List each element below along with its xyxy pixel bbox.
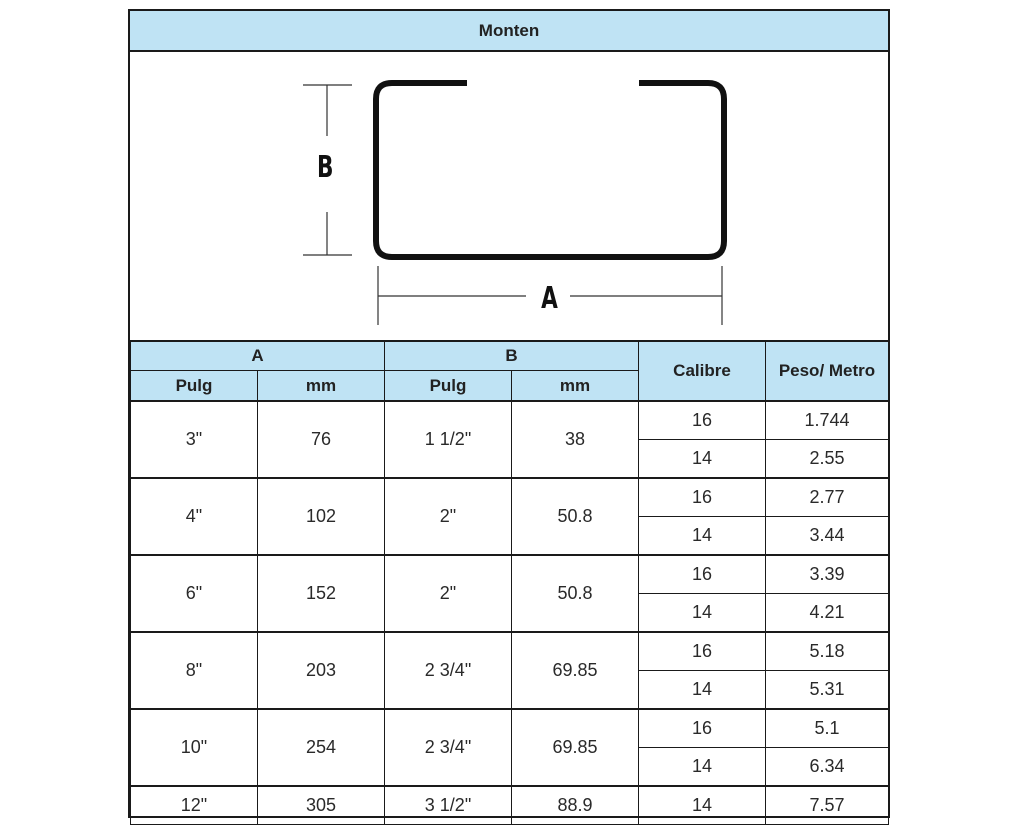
cell-b-mm: 38: [512, 401, 639, 478]
spec-sheet: [128, 9, 890, 818]
cell-a-pulg: 8": [131, 632, 258, 709]
cell-a-pulg: 4": [131, 478, 258, 555]
dimension-b-label: B: [317, 150, 334, 185]
cell-calibre: 14: [639, 786, 766, 825]
cell-a-pulg: 10": [131, 709, 258, 786]
cell-b-mm: 69.85: [512, 632, 639, 709]
cell-peso-metro: 5.18: [766, 632, 889, 671]
cell-a-pulg: 3": [131, 401, 258, 478]
table-row: [131, 786, 889, 825]
cell-b-mm: 50.8: [512, 555, 639, 632]
cell-a-mm: 254: [258, 709, 385, 786]
page-title: Monten: [130, 11, 888, 52]
cell-b-pulg: 3 1/2": [385, 786, 512, 825]
cell-calibre: 16: [639, 709, 766, 748]
cell-b-pulg: 2 3/4": [385, 709, 512, 786]
cell-b-pulg: 1 1/2": [385, 401, 512, 478]
header-b-pulg: Pulg: [385, 371, 512, 402]
cell-b-pulg: 2 3/4": [385, 632, 512, 709]
table-row: [131, 401, 889, 440]
cell-peso-metro: 1.744: [766, 401, 889, 440]
cell-calibre: 16: [639, 632, 766, 671]
table-row: [131, 709, 889, 748]
header-group-a: A: [131, 341, 385, 371]
header-calibre: Calibre: [639, 341, 766, 401]
cell-peso-metro: 6.34: [766, 748, 889, 787]
channel-profile-shape: [376, 83, 724, 257]
header-a-pulg: Pulg: [131, 371, 258, 402]
cell-b-pulg: 2": [385, 555, 512, 632]
header-b-mm: mm: [512, 371, 639, 402]
cell-calibre: 14: [639, 440, 766, 479]
cell-calibre: 14: [639, 517, 766, 556]
cell-a-mm: 203: [258, 632, 385, 709]
cell-a-mm: 76: [258, 401, 385, 478]
cell-a-pulg: 12": [131, 786, 258, 825]
header-peso-metro: Peso/ Metro: [766, 341, 889, 401]
cell-peso-metro: 3.44: [766, 517, 889, 556]
header-group-b: B: [385, 341, 639, 371]
table-body: [131, 401, 889, 825]
table-row: [131, 478, 889, 517]
cell-a-pulg: 6": [131, 555, 258, 632]
dimension-a-label: A: [541, 281, 558, 316]
cell-peso-metro: 5.1: [766, 709, 889, 748]
cell-a-mm: 152: [258, 555, 385, 632]
profile-diagram: [130, 52, 888, 340]
cell-calibre: 14: [639, 594, 766, 633]
dimensions-table: [130, 340, 889, 825]
cell-peso-metro: 2.55: [766, 440, 889, 479]
cell-peso-metro: 3.39: [766, 555, 889, 594]
cell-a-mm: 305: [258, 786, 385, 825]
cell-peso-metro: 7.57: [766, 786, 889, 825]
header-a-mm: mm: [258, 371, 385, 402]
c-profile-drawing: [130, 52, 888, 340]
cell-b-pulg: 2": [385, 478, 512, 555]
table-row: [131, 632, 889, 671]
cell-calibre: 16: [639, 478, 766, 517]
cell-b-mm: 69.85: [512, 709, 639, 786]
cell-calibre: 16: [639, 555, 766, 594]
cell-calibre: 14: [639, 671, 766, 710]
cell-peso-metro: 2.77: [766, 478, 889, 517]
cell-calibre: 14: [639, 748, 766, 787]
cell-b-mm: 88.9: [512, 786, 639, 825]
table-row: [131, 555, 889, 594]
cell-b-mm: 50.8: [512, 478, 639, 555]
cell-peso-metro: 5.31: [766, 671, 889, 710]
cell-peso-metro: 4.21: [766, 594, 889, 633]
cell-a-mm: 102: [258, 478, 385, 555]
cell-calibre: 16: [639, 401, 766, 440]
